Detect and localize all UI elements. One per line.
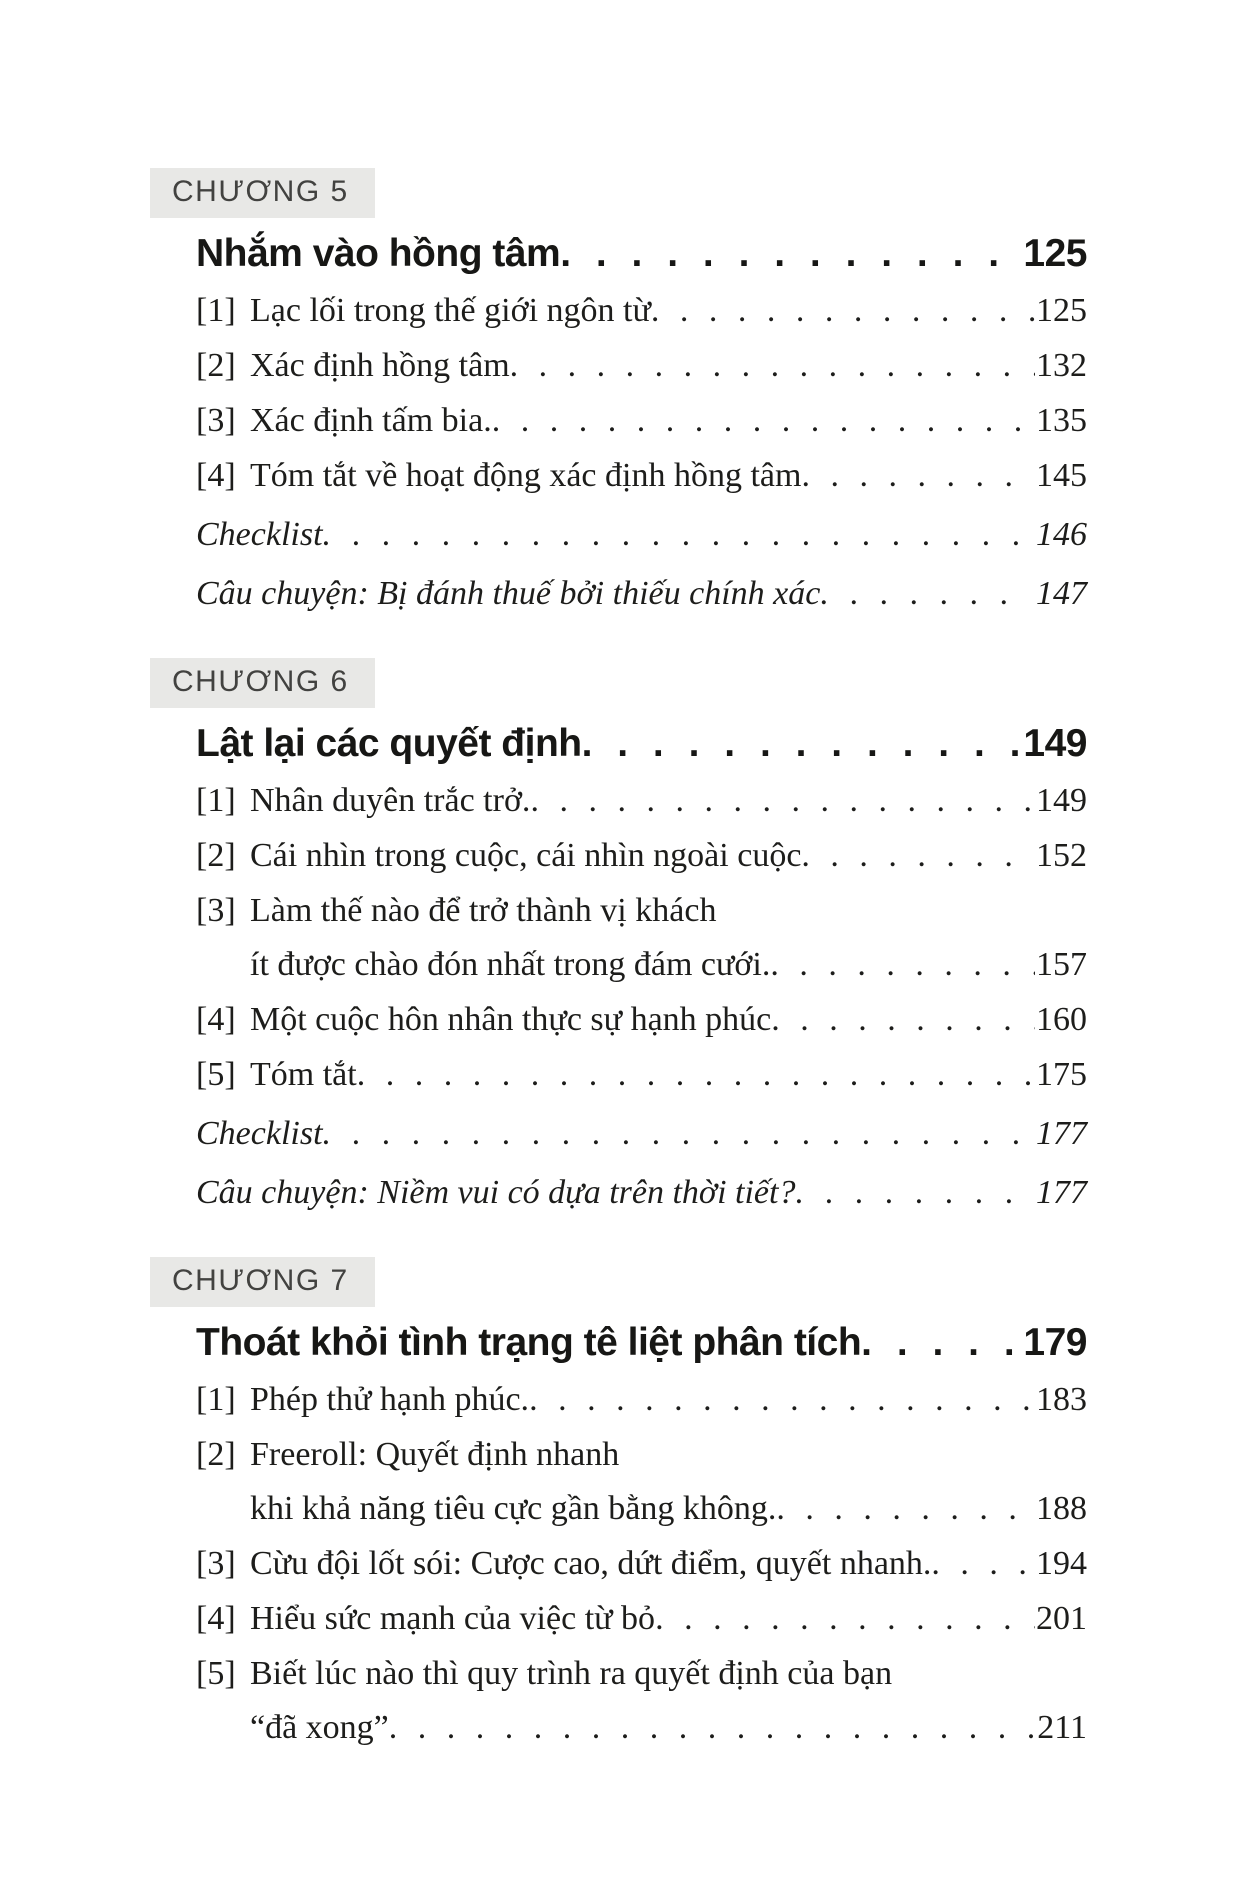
entry-number: [4] <box>196 1001 236 1038</box>
toc-entry <box>196 1055 1087 1095</box>
entry-page-number: 145 <box>1036 457 1087 494</box>
dot-leader <box>771 1000 1035 1040</box>
toc-entry <box>196 1654 1087 1694</box>
entry-number: [1] <box>196 292 236 329</box>
entry-page-number: 201 <box>1036 1600 1087 1637</box>
entry-page-number: 194 <box>1036 1545 1087 1582</box>
entry-page-number: 211 <box>1037 1709 1087 1746</box>
toc-entry-continuation <box>196 1708 1087 1748</box>
entry-text: Một cuộc hôn nhân thực sự hạnh phúc <box>250 1001 772 1038</box>
toc-extra-checklist <box>196 515 1087 555</box>
dot-leader <box>357 1055 1035 1095</box>
toc-entry <box>196 781 1087 821</box>
dot-leader <box>323 1114 1027 1154</box>
toc-entry <box>196 1599 1087 1639</box>
chapter-title-row <box>196 720 1087 768</box>
chapter-title: Lật lại các quyết định <box>196 722 582 765</box>
entry-text: khi khả năng tiêu cực gần bằng không. <box>250 1490 777 1527</box>
entry-number: [4] <box>196 1600 236 1637</box>
entry-page-number: 135 <box>1036 402 1087 439</box>
entry-text: Nhân duyên trắc trở. <box>250 782 531 819</box>
toc-entry <box>196 836 1087 876</box>
toc-entry <box>196 1435 1087 1475</box>
entry-text: Tóm tắt <box>250 1056 357 1093</box>
dot-leader <box>776 1489 1035 1529</box>
dot-leader <box>795 1173 1027 1213</box>
entry-number: [1] <box>196 1381 236 1418</box>
toc-entry <box>196 1544 1087 1584</box>
entry-text: Cừu đội lốt sói: Cược cao, dứt điểm, quyết nhanh. <box>250 1545 932 1582</box>
extra-page-number: 177 <box>1036 1174 1087 1211</box>
entry-number: [1] <box>196 782 236 819</box>
entry-page-number: 160 <box>1036 1001 1087 1038</box>
dot-leader <box>389 1708 1036 1748</box>
chapter-label: CHƯƠNG 5 <box>150 168 375 218</box>
entry-page-number: 149 <box>1036 782 1087 819</box>
toc-entry <box>196 1380 1087 1420</box>
dot-leader <box>861 1319 1022 1367</box>
dot-leader <box>655 1599 1035 1639</box>
dot-leader <box>510 346 1035 386</box>
dot-leader <box>492 401 1035 441</box>
extra-text: Câu chuyện: Niềm vui có dựa trên thời tiết? <box>196 1174 796 1211</box>
chapter-label: CHƯƠNG 7 <box>150 1257 375 1307</box>
entry-text: Biết lúc nào thì quy trình ra quyết định của bạn <box>250 1655 893 1692</box>
toc-entry <box>196 346 1087 386</box>
chapter-6-section <box>150 658 1087 1213</box>
entry-text: Xác định tấm bia. <box>250 402 492 439</box>
dot-leader <box>651 291 1035 331</box>
entry-number: [3] <box>196 402 236 439</box>
dot-leader <box>529 1380 1035 1420</box>
dot-leader <box>770 945 1035 985</box>
entry-number: [4] <box>196 457 236 494</box>
chapter-title-row <box>196 1319 1087 1367</box>
chapter-page-number: 149 <box>1023 722 1087 765</box>
entry-text: ít được chào đón nhất trong đám cưới. <box>250 946 771 983</box>
dot-leader <box>801 836 1035 876</box>
chapter-title: Nhắm vào hồng tâm <box>196 232 561 275</box>
entry-text: “đã xong” <box>250 1709 389 1746</box>
chapter-title: Thoát khỏi tình trạng tê liệt phân tích <box>196 1321 862 1364</box>
extra-page-number: 147 <box>1036 575 1087 612</box>
entry-page-number: 125 <box>1036 292 1087 329</box>
extra-text: Checklist <box>196 516 323 553</box>
extra-page-number: 146 <box>1036 516 1087 553</box>
toc-entry <box>196 291 1087 331</box>
chapter-page-number: 179 <box>1023 1321 1087 1364</box>
toc-entry <box>196 456 1087 496</box>
entry-number: [2] <box>196 1436 236 1473</box>
extra-page-number: 177 <box>1036 1115 1087 1152</box>
entry-page-number: 175 <box>1036 1056 1087 1093</box>
dot-leader <box>820 574 1027 614</box>
chapter-5-section <box>150 168 1087 614</box>
entry-text: Xác định hồng tâm <box>250 347 510 384</box>
entry-text: Hiểu sức mạnh của việc từ bỏ <box>250 1600 656 1637</box>
entry-text: Tóm tắt về hoạt động xác định hồng tâm <box>250 457 802 494</box>
toc-entry-continuation <box>196 945 1087 985</box>
dot-leader <box>931 1544 1035 1584</box>
entry-page-number: 157 <box>1036 946 1087 983</box>
dot-leader <box>323 515 1027 555</box>
entry-page-number: 188 <box>1036 1490 1087 1527</box>
entry-text: Phép thử hạnh phúc. <box>250 1381 530 1418</box>
entry-text: Freeroll: Quyết định nhanh <box>250 1436 620 1473</box>
chapter-title-row <box>196 230 1087 278</box>
chapter-label: CHƯƠNG 6 <box>150 658 375 708</box>
entry-number: [2] <box>196 837 236 874</box>
toc-entry <box>196 1000 1087 1040</box>
toc-extra-story <box>196 574 1087 614</box>
entry-number: [3] <box>196 892 236 929</box>
chapter-7-section <box>150 1257 1087 1748</box>
entry-number: [3] <box>196 1545 236 1582</box>
entry-text: Làm thế nào để trở thành vị khách <box>250 892 717 929</box>
toc-entry <box>196 401 1087 441</box>
entry-page-number: 183 <box>1036 1381 1087 1418</box>
entry-page-number: 152 <box>1036 837 1087 874</box>
entry-text: Lạc lối trong thế giới ngôn từ <box>250 292 651 329</box>
entry-text: Cái nhìn trong cuộc, cái nhìn ngoài cuộc <box>250 837 802 874</box>
entry-number: [5] <box>196 1056 236 1093</box>
toc-entry <box>196 891 1087 931</box>
extra-text: Checklist <box>196 1115 323 1152</box>
entry-page-number: 132 <box>1036 347 1087 384</box>
dot-leader <box>582 720 1023 768</box>
entry-number: [5] <box>196 1655 236 1692</box>
toc-extra-checklist <box>196 1114 1087 1154</box>
toc-extra-story <box>196 1173 1087 1213</box>
dot-leader <box>560 230 1022 278</box>
chapter-page-number: 125 <box>1023 232 1087 275</box>
extra-text: Câu chuyện: Bị đánh thuế bởi thiếu chính xác <box>196 575 821 612</box>
dot-leader <box>530 781 1035 821</box>
toc-entry-continuation <box>196 1489 1087 1529</box>
entry-number: [2] <box>196 347 236 384</box>
dot-leader <box>801 456 1035 496</box>
